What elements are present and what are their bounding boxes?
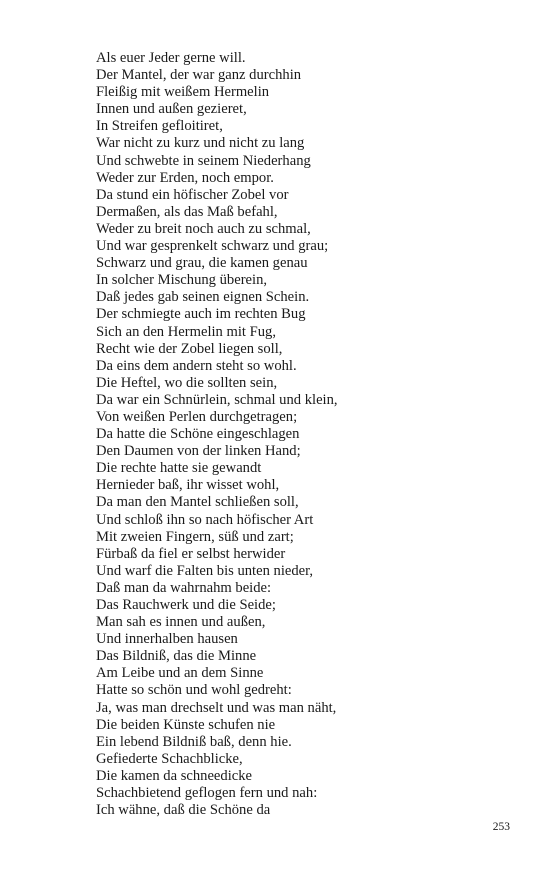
poem-line: Am Leibe und an dem Sinne: [96, 665, 264, 682]
poem-line: War nicht zu kurz und nicht zu lang: [96, 135, 305, 152]
poem-line: Hatte so schön und wohl gedreht:: [96, 682, 292, 699]
poem-line: In solcher Mischung überein,: [96, 272, 268, 289]
poem-line: Hernieder baß, ihr wisset wohl,: [96, 477, 280, 494]
poem-line: Der schmiegte auch im rechten Bug: [96, 306, 306, 323]
poem-line: Gefiederte Schachblicke,: [96, 750, 243, 767]
poem-line: Da man den Mantel schließen soll,: [96, 494, 299, 511]
poem-line: In Streifen gefloitiret,: [96, 118, 223, 135]
poem-line: Sich an den Hermelin mit Fug,: [96, 323, 276, 340]
poem-line: Und schwebte in seinem Niederhang: [96, 152, 311, 169]
poem-line: Ich wähne, daß die Schöne da: [96, 802, 271, 819]
poem-line: Als euer Jeder gerne will.: [96, 50, 246, 66]
poem-line: Von weißen Perlen durchgetragen;: [96, 408, 298, 425]
poem-line: Schachbietend geflogen fern und nah:: [96, 785, 318, 802]
poem-line: Fleißig mit weißem Hermelin: [96, 84, 270, 101]
poem-line: Da stund ein höfischer Zobel vor: [96, 186, 289, 203]
poem-line: Da eins dem andern steht so wohl.: [96, 357, 297, 374]
poem-line: Weder zu breit noch auch zu schmal,: [96, 220, 311, 237]
poem-line: Da hatte die Schöne eingeschlagen: [96, 426, 300, 443]
poem-line: Weder zur Erden, noch empor.: [96, 169, 274, 186]
poem-line: Schwarz und grau, die kamen genau: [96, 255, 308, 272]
poem-line: Das Bildniß, das die Minne: [96, 648, 257, 665]
poem-line: Den Daumen von der linken Hand;: [96, 443, 301, 460]
poem-line: Recht wie der Zobel liegen soll,: [96, 340, 283, 357]
poem-line: Daß man da wahrnahm beide:: [96, 579, 272, 596]
poem-line: Die beiden Künste schufen nie: [96, 716, 276, 733]
poem-line: Ja, was man drechselt und was man näht,: [96, 699, 337, 716]
poem-line: Fürbaß da fiel er selbst herwider: [96, 545, 286, 562]
poem-line: Und warf die Falten bis unten nieder,: [96, 562, 314, 579]
poem-line: Die rechte hatte sie gewandt: [96, 460, 262, 477]
poem-line: Ein lebend Bildniß baß, denn hie.: [96, 733, 292, 750]
poem-line: Da war ein Schnürlein, schmal und klein,: [96, 391, 338, 408]
poem-line: Die Heftel, wo die sollten sein,: [96, 374, 278, 391]
poem-line: Der Mantel, der war ganz durchhin: [96, 67, 302, 84]
poem-line: Und innerhalben hausen: [96, 631, 238, 648]
poem-line: Daß jedes gab seinen eignen Schein.: [96, 289, 310, 306]
poem-line: Dermaßen, als das Maß befahl,: [96, 203, 278, 220]
poem-line: Und schloß ihn so nach höfischer Art: [96, 511, 314, 528]
poem-line: Innen und außen gezieret,: [96, 101, 247, 118]
poem-line: Die kamen da schneedicke: [96, 767, 252, 784]
poem-line: Mit zweien Fingern, süß und zart;: [96, 528, 294, 545]
poem-text: [96, 50, 496, 819]
poem-line: Und war gesprenkelt schwarz und grau;: [96, 238, 329, 255]
poem-line: Das Rauchwerk und die Seide;: [96, 597, 276, 613]
poem-line: Man sah es innen und außen,: [96, 614, 266, 631]
page-number: 253: [492, 821, 510, 833]
